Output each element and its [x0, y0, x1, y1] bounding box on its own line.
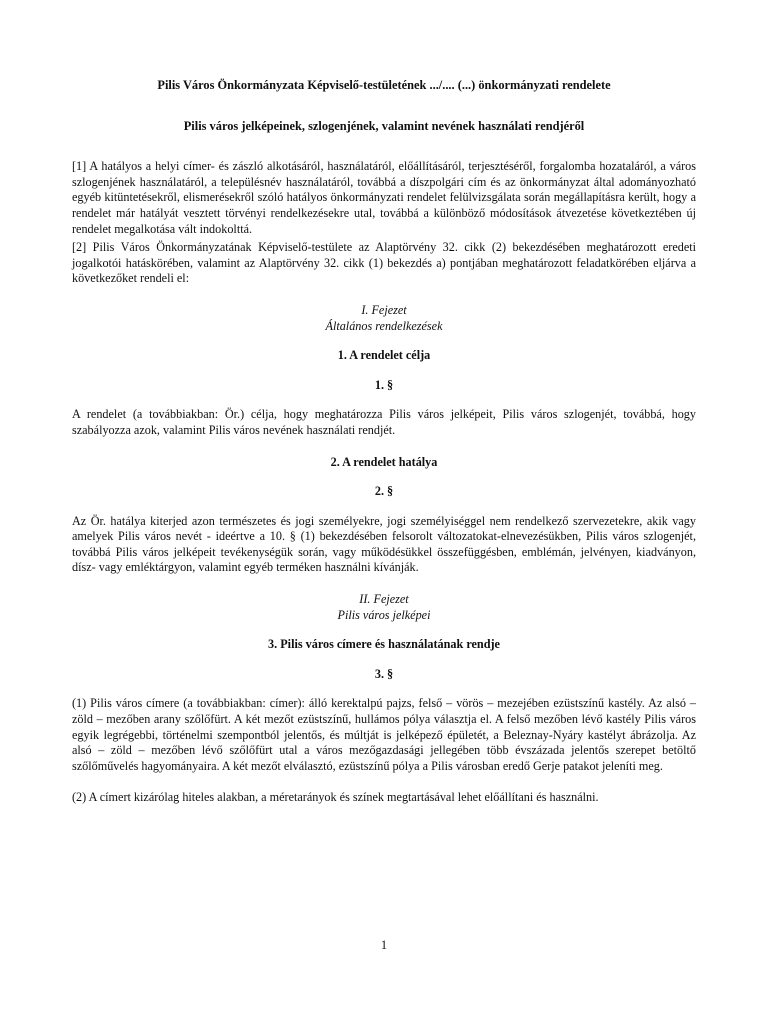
section-2-title: 2. A rendelet hatálya [330, 454, 438, 469]
paragraph-1-text: A rendelet (a továbbiakban: Ör.) célja, hogy meghatározza Pilis város jelképeit, Pilis város szlogenjét, továbbá, hogy szabályozza azok, valamint Pilis város nevének használati rendjét. [72, 407, 696, 437]
document-subtitle: Pilis város jelképeinek, szlogenjének, valamint nevének használati rendjéről [183, 118, 585, 133]
paragraph-3-text-2: (2) A címert kizárólag hiteles alakban, a méretarányok és színek megtartásával lehet előállítani és használni. [72, 790, 599, 805]
document-page [72, 78, 696, 822]
paragraph-1-number: 1. § [374, 377, 394, 392]
preamble-paragraph-2: [2] Pilis Város Önkormányzatának Képviselő-testülete az Alaptörvény 32. cikk (2) bekezdésében meghatározott eredeti jogalkotói hatáskörében, valamint az Alaptörvény 32. cikk (1) bekezdés a) pontjában meghatározott feladatkörében eljárva a következőket rendeli el: [72, 240, 696, 286]
paragraph-2-number: 2. § [374, 484, 394, 499]
preamble-paragraph-1: [1] A hatályos a helyi címer- és zászló alkotásáról, használatáról, előállításáról, terjesztéséről, forgalomba hozataláról, a város szlogenjének használatáról, a településnév használatáról, továbbá a díszpolgári cím és az önkormányzat által adományozható egyéb kitüntetésekről, elismerésekről szóló hatályos önkormányzati rendelet felülvizsgálata során megállapításra került, hogy a rendelet már hatályát vesztett törvényi rendelkezésekre utal, továbbá a különböző módosítások átvezetése következtében új rendelet megalkotása vált indokolttá. [72, 159, 696, 236]
chapter-1-name: Általános rendelkezések [325, 318, 443, 333]
chapter-1-number: I. Fejezet [361, 302, 407, 317]
chapter-1-heading [72, 303, 696, 334]
page-number: 1 [380, 938, 388, 952]
section-3-title: 3. Pilis város címere és használatának rendje [268, 637, 500, 652]
chapter-2-heading [72, 592, 696, 623]
paragraph-3-text-1: (1) Pilis város címere (a továbbiakban: címer): álló kerektalpú pajzs, felső – vörös – mezejében ezüstszínű kastély. Az alsó – zöld – mezőben arany szőlőfürt. A két mezőt ezüstszínű, hullámos pólya választja el. A felső mezőben lévő kastély Pilis város egyik legrégebbi, történelmi szempontból jelentős, és múltját is jelképező épületét, a Beleznay-Nyáry kastélyt ábrázolja. Az alsó – zöld – mezőben lévő szőlőfürt utal a város mezőgazdasági jellegében több évszázada jelentős szerepet betöltő szőlőművelés hagyományaira. A két mezőt elválasztó, ezüstszínű pólya a Pilis városban eredő Gerje patakot jeleníti meg. [72, 696, 696, 773]
paragraph-3-number: 3. § [374, 666, 394, 681]
document-title: Pilis Város Önkormányzata Képviselő-testületének .../.... (...) önkormányzati rendelete [157, 78, 611, 92]
paragraph-2-text: Az Ör. hatálya kiterjed azon természetes és jogi személyekre, jogi személyiséggel nem rendelkező szervezetekre, akik vagy amelyek Pilis város nevét - ideértve a 10. § (1) bekezdésében felsorolt változatokat-elnevezésükben, Pilis város szlogenjét, továbbá Pilis város jelképeit tevékenységük során, vagy működésükkel összefüggésben, emblémán, jelvényen, kiadványon, dísz- vagy emléktárgyon, valamint egyéb terméken használni kívánják. [72, 513, 696, 575]
chapter-2-number: II. Fejezet [359, 592, 409, 607]
section-1-title: 1. A rendelet célja [337, 348, 431, 363]
chapter-2-name: Pilis város jelképei [337, 607, 431, 622]
